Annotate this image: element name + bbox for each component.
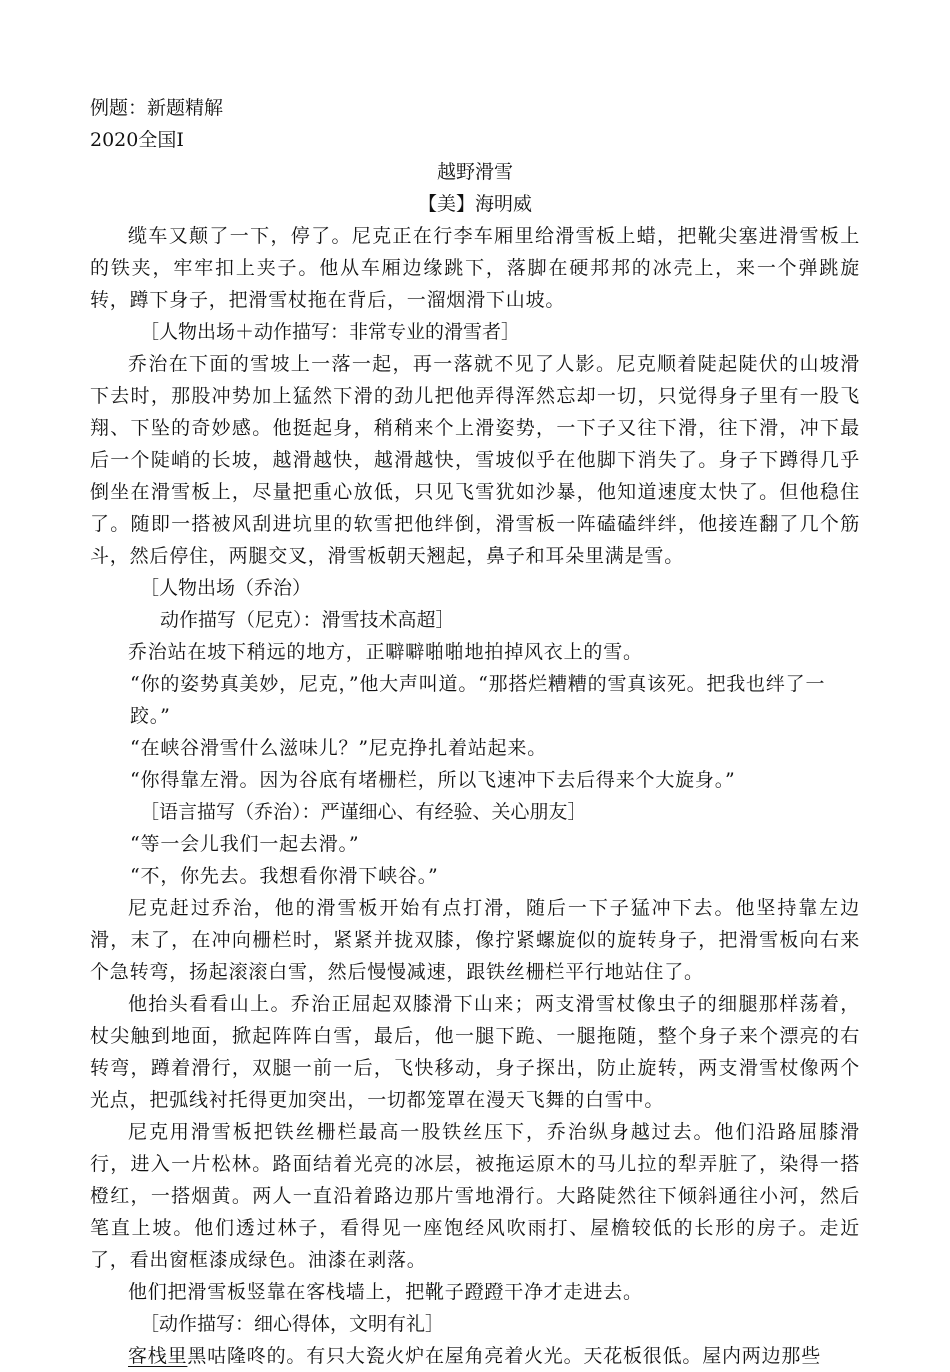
dialogue-4: “等一会儿我们一起去滑。” xyxy=(130,833,360,855)
dialogue-5: “不，你先去。我想看你滑下峡谷。” xyxy=(130,865,439,887)
underlined-phrase: 客栈里 xyxy=(128,1345,188,1367)
paragraph-2: 乔治在下面的雪坡上一落一起，再一落就不见了人影。尼克顺着陡起陡伏的山坡滑下去时，那股冲势加上猛然下滑的劲儿把他弄得浑然忘却一切，只觉得身子里有一股飞翔、下坠的奇妙感。他挺起身，稍稍来个上滑姿势，一下子又往下滑，往下滑，冲下最后一个陡峭的长坡，越滑越快，越滑越快，雪坡似乎在他脚下消失了。身子下蹲得几乎倒坐在滑雪板上，尽量把重心放低，只见飞雪犹如沙暴，他知道速度太快了。但他稳住了。随即一搭被风刮进坑里的软雪把他绊倒，滑雪板一阵磕磕绊绊，他接连翻了几个筋斗，然后停住，两腿交叉，滑雪板朝天翘起，鼻子和耳朵里满是雪。 xyxy=(90,353,860,567)
paragraph-7: 他们把滑雪板竖靠在客栈墙上，把靴子蹬蹬干净才走进去。 xyxy=(128,1281,643,1303)
paragraph-6: 尼克用滑雪板把铁丝栅栏最高一股铁丝压下，乔治纵身越过去。他们沿路屈膝滑行，进入一片松林。路面结着光亮的冰层，被拖运原木的马儿拉的犁弄脏了，染得一搭橙红，一搭烟黄。两人一直沿着路边那片雪地滑行。大路陡然往下倾斜通往小河，然后笔直上坡。他们透过林子，看得见一座饱经风吹雨打、屋檐较低的长形的房子。走近了，看出窗框漆成绿色。油漆在剥落。 xyxy=(90,1121,860,1271)
exam-source: 2020全国Ⅰ xyxy=(90,129,184,151)
paragraph-5: 他抬头看看山上。乔治正屈起双膝滑下山来；两支滑雪杖像虫子的细腿那样荡着，杖尖触到地面，掀起阵阵白雪，最后，他一腿下跪、一腿拖随，整个身子来个漂亮的右转弯，蹲着滑行，双腿一前一后，飞快移动，身子探出，防止旋转，两支滑雪杖像两个光点，把弧线衬托得更加突出，一切都笼罩在漫天飞舞的白雪中。 xyxy=(90,993,860,1111)
paragraph-3: 乔治站在坡下稍远的地方，正噼噼啪啪地拍掉风衣上的雪。 xyxy=(128,641,643,663)
annotation-2: ［人物出场（乔治） xyxy=(140,577,312,599)
document-page xyxy=(90,92,860,1372)
section-label: 例题：新题精解 xyxy=(90,97,224,119)
annotation-3: 动作描写（尼克）：滑雪技术高超］ xyxy=(160,609,455,631)
article-author: 【美】海明威 xyxy=(417,193,532,215)
annotation-4: ［语言描写（乔治）：严谨细心、有经验、关心朋友］ xyxy=(140,801,587,823)
dialogue-2: “在峡谷滑雪什么滋味儿？”尼克挣扎着站起来。 xyxy=(130,737,548,759)
article-title: 越野滑雪 xyxy=(436,161,513,183)
annotation-5: ［动作描写：细心得体，文明有礼］ xyxy=(140,1313,445,1335)
dialogue-1: “你的姿势真美妙，尼克，”他大声叫道。“那搭烂糟糟的雪真该死。把我也绊了一跤。” xyxy=(130,673,826,727)
paragraph-1: 缆车又颠了一下，停了。尼克正在行李车厢里给滑雪板上蜡，把靴尖塞进滑雪板上的铁夹，牢牢扣上夹子。他从车厢边缘跳下，落脚在硬邦邦的冰壳上，来一个弹跳旋转，蹲下身子，把滑雪杖拖在背后，一溜烟滑下山坡。 xyxy=(90,225,860,311)
paragraph-8 xyxy=(90,1340,860,1372)
paragraph-8-text: 黑咕隆咚的。有只大瓷火炉在屋角亮着火光。天花板很低。屋内两边那些 xyxy=(187,1345,822,1367)
dialogue-3: “你得靠左滑。因为谷底有堵栅栏，所以飞速冲下去后得来个大旋身。” xyxy=(130,769,736,791)
annotation-1: ［人物出场＋动作描写：非常专业的滑雪者］ xyxy=(140,321,521,343)
paragraph-4: 尼克赶过乔治，他的滑雪板开始有点打滑，随后一下子猛冲下去。他坚持靠左边滑，末了，在冲向栅栏时，紧紧并拢双膝，像拧紧螺旋似的旋转身子，把滑雪板向右来个急转弯，扬起滚滚白雪，然后慢慢减速，跟铁丝栅栏平行地站住了。 xyxy=(90,897,860,983)
